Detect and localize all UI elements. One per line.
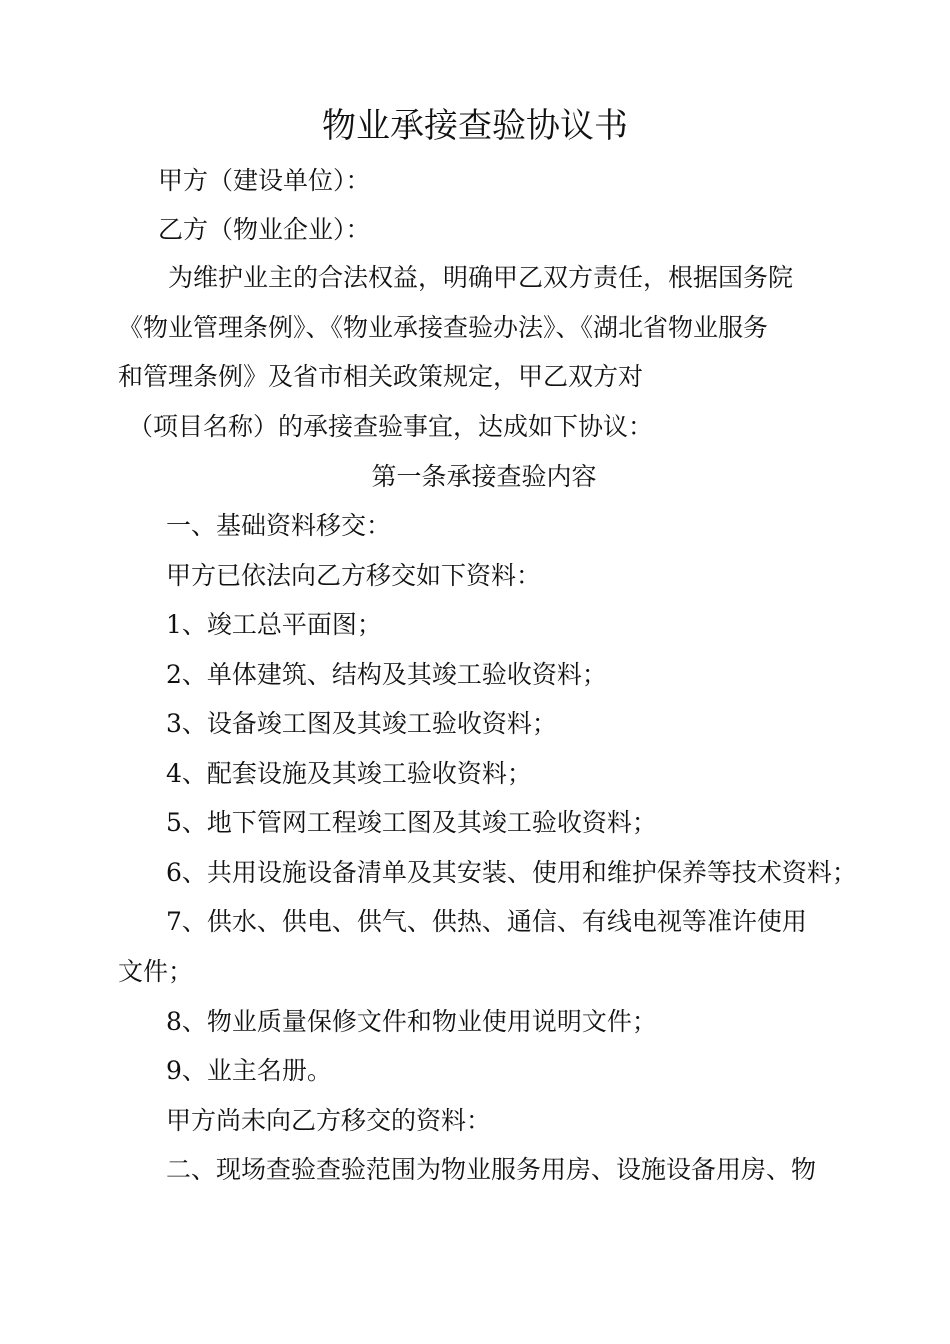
document-title: 物业承接查验协议书 bbox=[322, 106, 628, 146]
list-item: 6、共用设施设备清单及其安装、使用和维护保养等技术资料； bbox=[166, 858, 857, 887]
list-item: 7、供水、供电、供气、供热、通信、有线电视等准许使用 bbox=[166, 907, 807, 936]
list-item: 3、设备竣工图及其竣工验收资料； bbox=[166, 709, 557, 738]
intro-line-2: 《物业管理条例》、《物业承接查验办法》、《湖北省物业服务 bbox=[118, 313, 769, 342]
section-1-lead: 甲方已依法向乙方移交如下资料： bbox=[166, 561, 542, 590]
article-1-heading: 第一条承接查验内容 bbox=[371, 462, 597, 491]
section-2-start: 二、现场查验查验范围为物业服务用房、设施设备用房、物 bbox=[166, 1155, 817, 1184]
party-b-line: 乙方（物业企业）： bbox=[158, 215, 371, 244]
list-item: 8、物业质量保修文件和物业使用说明文件； bbox=[166, 1007, 657, 1036]
list-item: 2、单体建筑、结构及其竣工验收资料； bbox=[166, 660, 607, 689]
intro-line-3: 和管理条例》及省市相关政策规定，甲乙双方对 bbox=[118, 362, 644, 391]
list-item: 9、业主名册。 bbox=[166, 1056, 332, 1085]
not-transferred-line: 甲方尚未向乙方移交的资料： bbox=[166, 1106, 492, 1135]
list-item: 5、地下管网工程竣工图及其竣工验收资料； bbox=[166, 808, 657, 837]
list-item: 1、竣工总平面图； bbox=[166, 610, 382, 639]
intro-line-1: 为维护业主的合法权益，明确甲乙双方责任，根据国务院 bbox=[168, 263, 794, 292]
party-a-line: 甲方（建设单位）： bbox=[158, 166, 371, 195]
list-item-continuation: 文件； bbox=[118, 957, 194, 986]
intro-line-4: （项目名称）的承接查验事宜，达成如下协议： bbox=[128, 412, 654, 441]
list-item: 4、配套设施及其竣工验收资料； bbox=[166, 759, 532, 788]
section-1-heading: 一、基础资料移交： bbox=[166, 511, 392, 540]
